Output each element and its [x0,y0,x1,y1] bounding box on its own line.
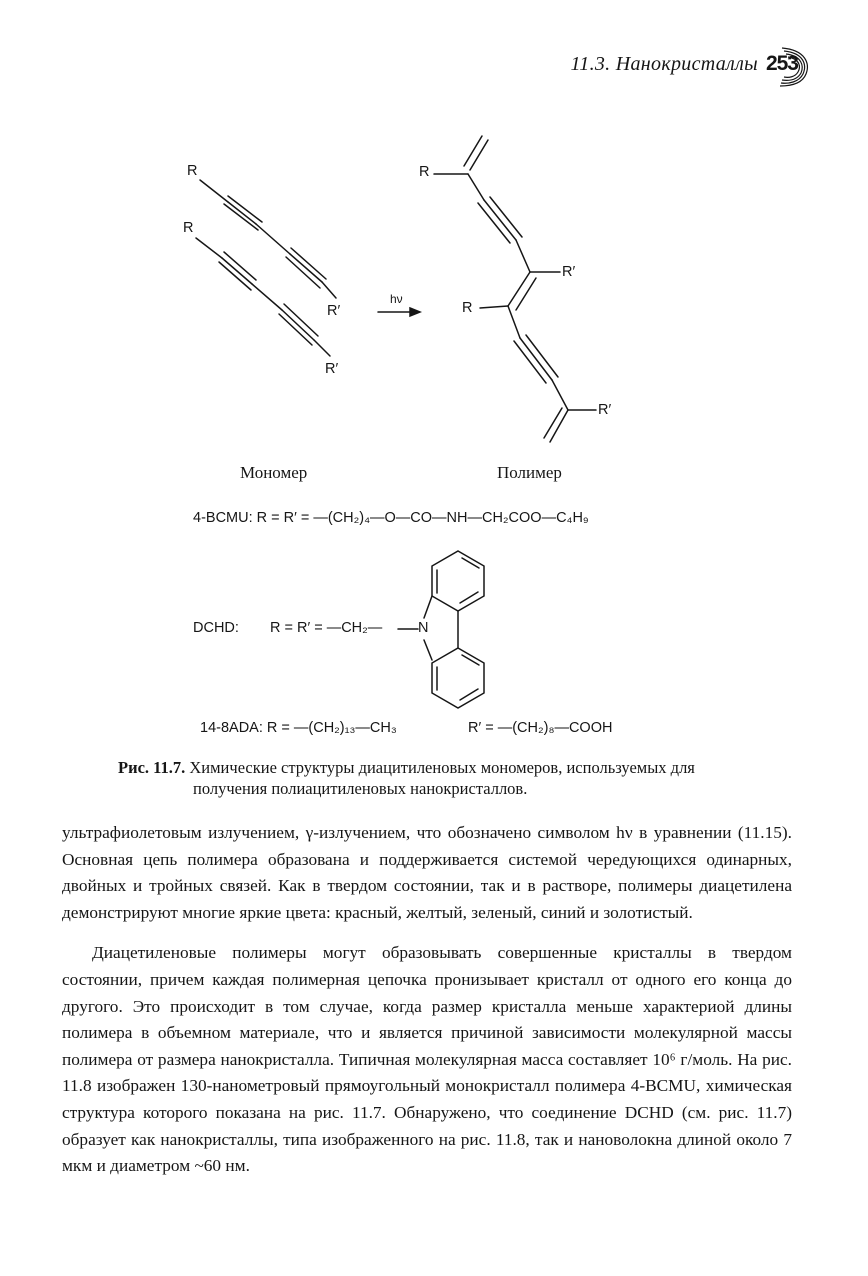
polymer-caption: Полимер [497,463,562,482]
paragraph-2: Диацетиленовые полимеры могут образовывать совершенные кристаллы в твердом состоянии, причем каждая полимерная цепочка пронизывает кристалл от одного его конца до другого. Это происходит в том случае, когда размер кристалла меньше характериой длины полимера в объемном материале, что и является причиной зависимости молекулярной массы полимера от размера нанокристалла. Типичная молекулярная масса составляет 10⁶ г/моль. На рис. 11.8 изображен 130-нанометровый прямоугольный монокристалл полимера 4-BCMU, химическая структура которого показана на рис. 11.7. Обнаружено, что соединение DCHD (см. рис. 11.7) образует как нанокристаллы, типа изображенного на рис. 11.8, так и нановолокна длиной около 7 мкм и диаметром ~60 нм. [62,943,792,1176]
hv-label: hν [390,292,403,306]
caption-line-2: получения полиацитиленовых нанокристаллов. [193,779,528,798]
carbazole-structure [398,551,484,708]
monomer-2-rprime-label: R′ [325,361,339,377]
polymer-r-top-label: R [419,164,430,180]
monomer-caption: Мономер [240,463,308,482]
ada-r-formula: 14-8ADA: R = —(CH₂)₁₃—CH₃ [200,720,397,736]
body-text [62,820,792,1194]
monomer-2-r-label: R [183,220,194,236]
monomer-1-r-label: R [187,163,198,179]
paragraph-1: ультрафиолетовым излучением, γ-излучением, что обозначено символом hν в уравнении (11.15). Основная цепь полимера образована и поддерживается системой чередующихся одинарных, двойных и тройных связей. Как в твердом состоянии, так и в растворе, полимеры диацетилена демонстрируют многие яркие цвета: красный, желтый, зеленый, синий и золотистый. [62,823,792,922]
monomer-1-rprime-label: R′ [327,303,341,319]
dchd-equation: R = R′ = —CH₂— [270,620,383,636]
monomer-1-chain [200,180,336,298]
running-title: 11.3. Нанокристаллы [570,52,758,75]
caption-label: Рис. 11.7. [118,758,186,777]
monomer-2-chain [196,238,330,356]
figure-caption [118,757,788,799]
bcmu-formula: 4-BCMU: R = R′ = —(CH₂)₄—O—CO—NH—CH₂COO—C₄H₉ [193,510,589,526]
caption-line-1: Химические структуры диацитиленовых мономеров, используемых для [189,758,695,777]
ada-rprime-formula: R′ = —(CH₂)₈—COOH [468,720,613,736]
carbazole-n-label: N [418,620,429,636]
polymer-rprime-bottom-label: R′ [598,402,612,418]
dchd-label: DCHD: [193,620,239,636]
polymer-r-lower-label: R [462,300,473,316]
polymer-rprime-upper-label: R′ [562,264,576,280]
polymer-chain [434,136,596,442]
page-number: 253 [765,52,798,75]
